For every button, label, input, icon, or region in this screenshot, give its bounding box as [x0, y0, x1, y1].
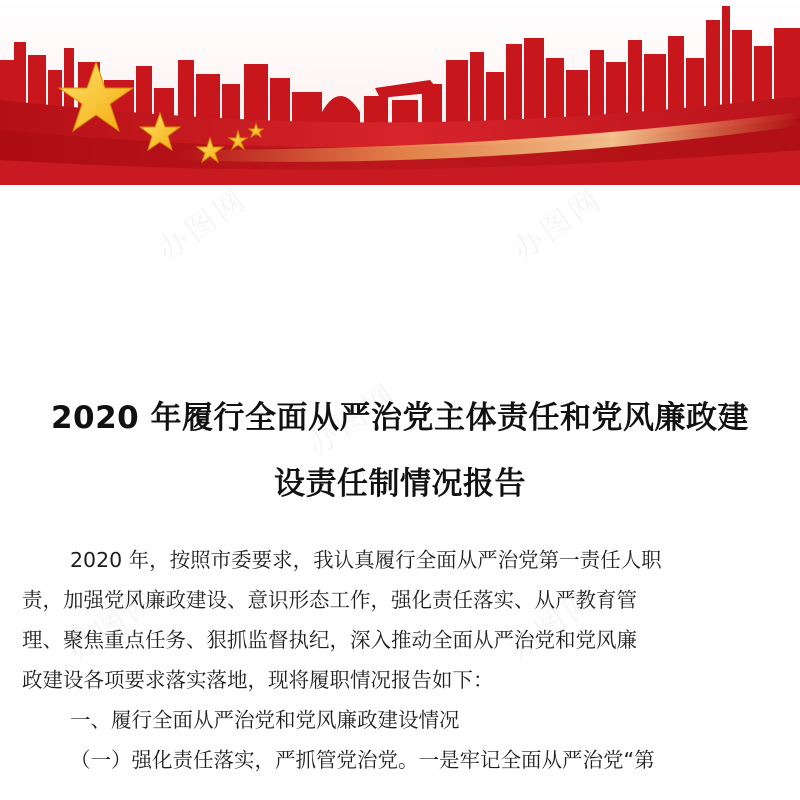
body-line: 政建设各项要求落实落地，现将履职情况报告如下： — [22, 668, 494, 692]
body-paragraph — [22, 540, 782, 780]
body-line: 2020 年，按照市委要求，我认真履行全面从严治党第一责任人职 — [70, 548, 662, 572]
document-title-line-1: 2020 年履行全面从严治党主体责任和党风廉政建 — [50, 400, 750, 436]
header-banner — [0, 0, 800, 185]
body-line: 理、聚焦重点任务、狠抓监督执纪，深入推动全面从严治党和党风廉 — [22, 628, 637, 652]
city-skyline-banner — [0, 0, 800, 185]
watermark-text — [147, 175, 256, 270]
body-line: （一）强化责任落实，严抓管党治党。一是牢记全面从严治党“第 — [70, 748, 655, 772]
body-line: 责，加强党风廉政建设、意识形态工作，强化责任落实、从严教育管 — [22, 588, 637, 612]
section-heading: 一、履行全面从严治党和党风廉政建设情况 — [70, 708, 460, 732]
document-title-line-2: 设责任制情况报告 — [274, 466, 526, 502]
watermark-text — [502, 175, 611, 270]
